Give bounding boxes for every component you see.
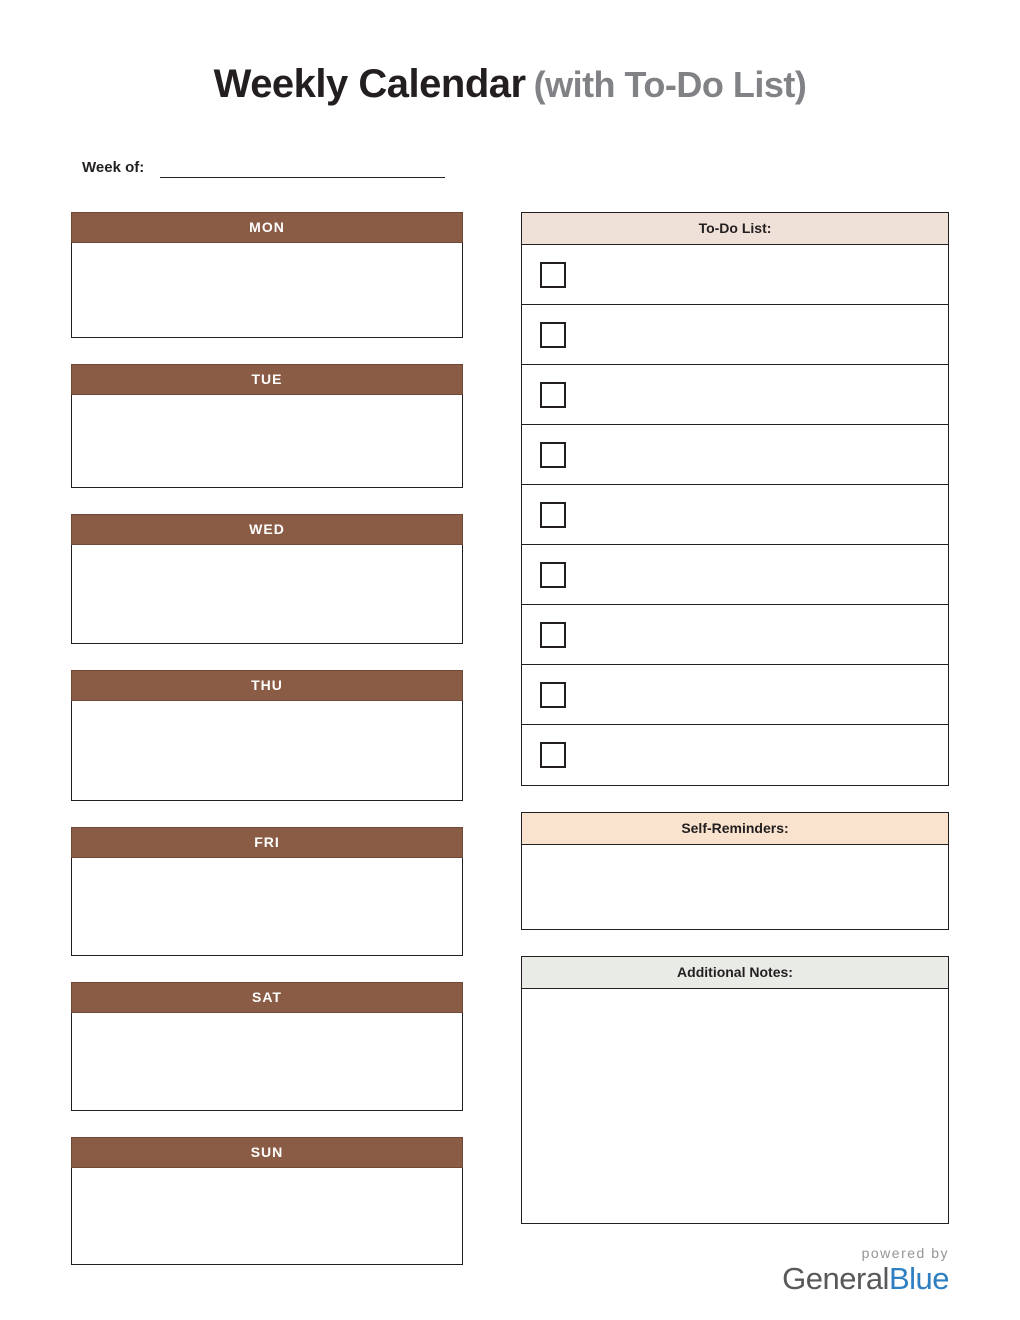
week-of-label: Week of: [82, 159, 145, 176]
page-title [0, 62, 1020, 107]
self-reminders-header: Self-Reminders: [521, 812, 949, 845]
list-item[interactable] [522, 245, 948, 305]
spacer [71, 956, 463, 982]
list-item[interactable] [522, 305, 948, 365]
checkbox-icon[interactable] [540, 442, 566, 468]
spacer [521, 930, 949, 956]
additional-notes-body[interactable] [521, 989, 949, 1224]
powered-by-label: powered by [861, 1245, 949, 1261]
day-body-mon[interactable] [71, 243, 463, 338]
checkbox-icon[interactable] [540, 562, 566, 588]
day-block-wed [71, 514, 463, 644]
days-column [71, 212, 463, 1265]
day-block-thu [71, 670, 463, 801]
right-column [521, 212, 949, 1224]
week-of-field[interactable] [82, 155, 445, 178]
day-body-sun[interactable] [71, 1168, 463, 1265]
list-item[interactable] [522, 365, 948, 425]
list-item[interactable] [522, 485, 948, 545]
day-block-tue [71, 364, 463, 488]
checkbox-icon[interactable] [540, 382, 566, 408]
checkbox-icon[interactable] [540, 622, 566, 648]
day-header-tue: TUE [71, 364, 463, 395]
brand-name-blue: Blue [888, 1261, 949, 1296]
day-header-sat: SAT [71, 982, 463, 1013]
day-block-sat [71, 982, 463, 1111]
spacer [71, 644, 463, 670]
checkbox-icon[interactable] [540, 322, 566, 348]
checkbox-icon[interactable] [540, 262, 566, 288]
list-item[interactable] [522, 425, 948, 485]
brand-logo [782, 1263, 949, 1294]
brand-name-general: General [782, 1261, 889, 1296]
checkbox-icon[interactable] [540, 742, 566, 768]
brand-footer [782, 1245, 949, 1294]
week-of-input[interactable] [160, 155, 445, 178]
page-title-main: Weekly Calendar [213, 62, 526, 106]
page-title-sub: (with To-Do List) [533, 64, 807, 105]
self-reminders-section [521, 812, 949, 930]
day-body-fri[interactable] [71, 858, 463, 956]
self-reminders-body[interactable] [521, 845, 949, 930]
list-item[interactable] [522, 725, 948, 785]
day-block-sun [71, 1137, 463, 1265]
spacer [521, 786, 949, 812]
day-header-thu: THU [71, 670, 463, 701]
checkbox-icon[interactable] [540, 682, 566, 708]
day-block-fri [71, 827, 463, 956]
list-item[interactable] [522, 665, 948, 725]
spacer [71, 1111, 463, 1137]
todo-list-section [521, 212, 949, 786]
todo-list-header: To-Do List: [521, 212, 949, 245]
day-header-fri: FRI [71, 827, 463, 858]
list-item[interactable] [522, 545, 948, 605]
checkbox-icon[interactable] [540, 502, 566, 528]
day-body-wed[interactable] [71, 545, 463, 644]
day-header-wed: WED [71, 514, 463, 545]
day-block-mon [71, 212, 463, 338]
todo-list-rows [521, 245, 949, 786]
spacer [71, 801, 463, 827]
day-body-thu[interactable] [71, 701, 463, 801]
additional-notes-header: Additional Notes: [521, 956, 949, 989]
day-header-mon: MON [71, 212, 463, 243]
day-body-tue[interactable] [71, 395, 463, 488]
list-item[interactable] [522, 605, 948, 665]
spacer [71, 488, 463, 514]
spacer [71, 338, 463, 364]
day-body-sat[interactable] [71, 1013, 463, 1111]
day-header-sun: SUN [71, 1137, 463, 1168]
additional-notes-section [521, 956, 949, 1224]
